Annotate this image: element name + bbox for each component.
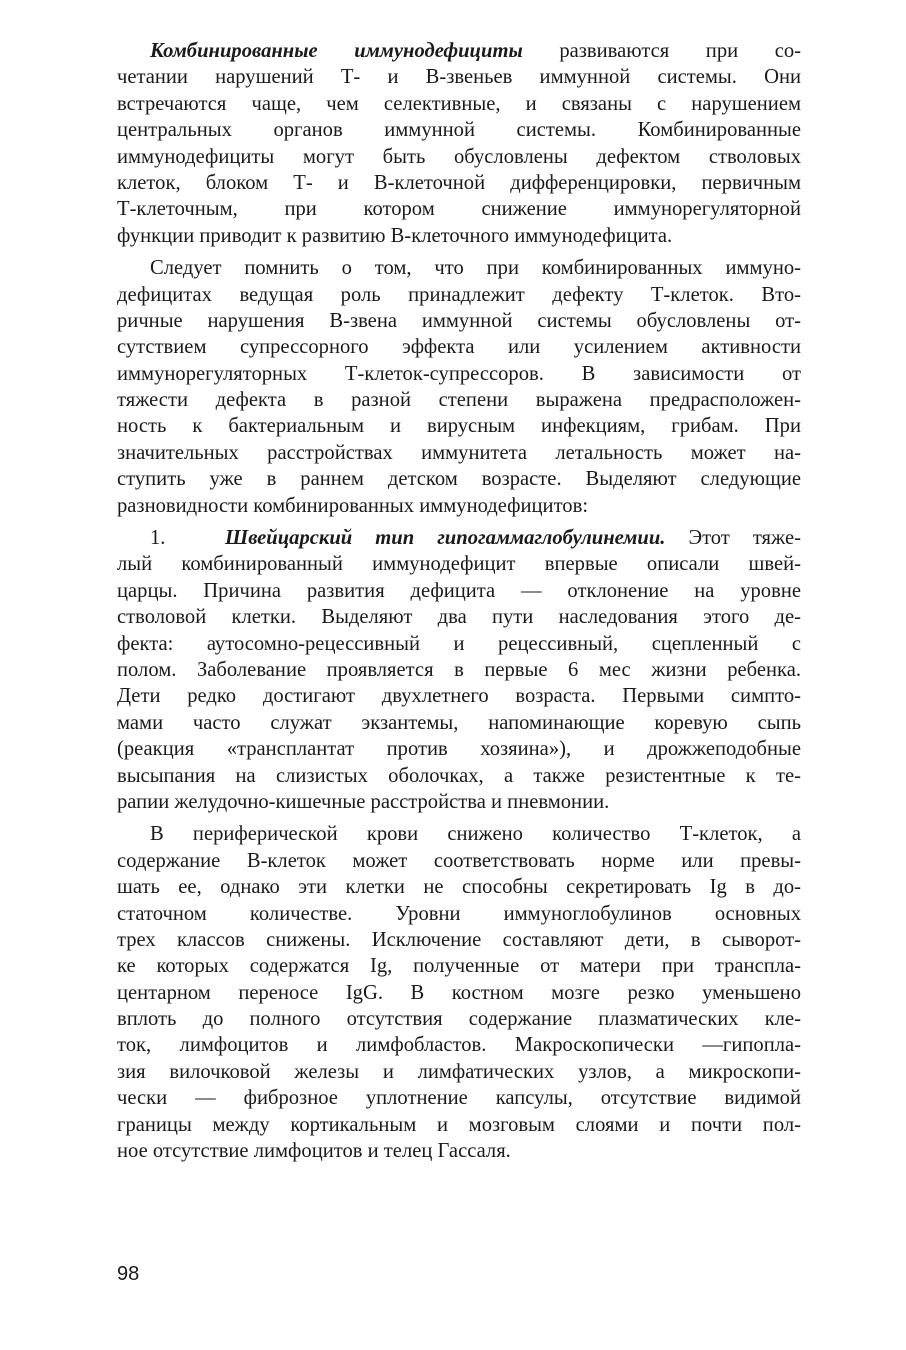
text-line <box>117 282 801 308</box>
line-text: чески — фиброзное уплотнение капсулы, отсутствие видимой <box>117 1087 801 1110</box>
line-text: (реакция «трансплантат против хозяина»), и дрожжеподобные <box>117 738 801 761</box>
line-text: рапии желудочно-кишечные расстройства и пневмонии. <box>117 790 610 813</box>
paragraph <box>117 255 801 519</box>
text-line <box>117 413 801 439</box>
paragraph <box>117 38 801 249</box>
line-text: Т-клеточным, при котором снижение иммунорегуляторной <box>117 198 801 221</box>
text-line <box>117 657 801 683</box>
text-line <box>117 91 801 117</box>
line-text: мами часто служат экзантемы, напоминающие коревую сыпь <box>117 711 801 734</box>
emphasized-term: Комбинированные иммунодефициты <box>150 40 523 62</box>
line-text: ное отсутствие лимфоцитов и телец Гассаля. <box>117 1140 511 1163</box>
line-text: высыпания на слизистых оболочках, а также резистентные к те- <box>117 764 801 787</box>
text-line <box>117 493 801 519</box>
line-text: тяжести дефекта в разной степени выражена предрасположен- <box>117 389 801 412</box>
line-text: иммунодефициты могут быть обусловлены дефектом стволовых <box>117 145 801 168</box>
text-line <box>117 361 801 387</box>
line-text: развиваются при со- <box>522 40 801 62</box>
line-text: клеток, блоком Т- и В-клеточной дифференцировки, первичным <box>117 171 801 194</box>
text-line <box>117 1085 801 1111</box>
text-line <box>117 551 801 577</box>
line-text: разновидности комбинированных иммунодефицитов: <box>117 494 589 517</box>
text-line <box>117 631 801 657</box>
line-text: Следует помнить о том, что при комбинированных иммуно- <box>150 257 801 280</box>
text-line <box>117 578 801 604</box>
line-text: границы между кортикальным и мозговым слоями и почти пол- <box>117 1113 801 1136</box>
text-line <box>117 1112 801 1138</box>
text-line <box>117 874 801 900</box>
text-line <box>117 736 801 762</box>
list-number: 1. <box>150 527 166 550</box>
line-text: вплоть до полного отсутствия содержание плазматических кле- <box>117 1008 801 1031</box>
text-line <box>117 953 801 979</box>
text-line <box>117 38 801 64</box>
line-text: четании нарушений Т- и В-звеньев иммунной системы. Они <box>117 66 801 89</box>
line-text: Дети редко достигают двухлетнего возраста. Первыми симпто- <box>117 685 801 708</box>
line-text: значительных расстройствах иммунитета летальность может на- <box>117 441 801 464</box>
paragraph <box>117 525 801 815</box>
line-text: центральных органов иммунной системы. Комбинированные <box>117 119 801 142</box>
text-line <box>117 683 801 709</box>
line-text: ступить уже в раннем детском возрасте. Выделяют следующие <box>117 468 801 491</box>
text-line <box>117 927 801 953</box>
text-line <box>117 789 801 815</box>
line-text: зия вилочковой железы и лимфатических узлов, а микроскопи- <box>117 1060 801 1083</box>
page-number: 98 <box>117 1263 140 1285</box>
line-text: царцы. Причина развития дефицита — отклонение на уровне <box>117 579 801 602</box>
line-text: фекта: аутосомно-рецессивный и рецессивный, сцепленный с <box>117 632 801 655</box>
line-text: иммунорегуляторных Т-клеток-супрессоров. В зависимости от <box>117 362 801 385</box>
text-line <box>117 980 801 1006</box>
text-line <box>117 763 801 789</box>
text-line <box>117 334 801 360</box>
text-line <box>117 1032 801 1058</box>
line-text: трех классов снижены. Исключение составляют дети, в сыворот- <box>117 928 801 951</box>
line-text: встречаются чаще, чем селективные, и связаны с нарушением <box>117 92 801 115</box>
text-line <box>117 466 801 492</box>
text-line <box>117 821 801 847</box>
emphasized-term: Швейцарский тип гипогаммаглобулинемии. <box>225 527 666 550</box>
line-text: шать ее, однако эти клетки не способны секретировать Ig в до- <box>117 876 801 899</box>
line-text: функции приводит к развитию В-клеточного иммунодефицита. <box>117 224 673 247</box>
text-line <box>117 170 801 196</box>
line-text: ке которых содержатся Ig, полученные от матери при транспла- <box>117 955 801 978</box>
line-text: Этот тяже- <box>665 527 801 550</box>
text-line <box>117 144 801 170</box>
body-text <box>117 38 801 1164</box>
text-line <box>117 308 801 334</box>
line-text: ность к бактериальным и вирусным инфекциям, грибам. При <box>117 415 801 438</box>
text-line <box>117 255 801 281</box>
text-line <box>117 117 801 143</box>
text-line <box>117 901 801 927</box>
line-text: лый комбинированный иммунодефицит впервые описали швей- <box>117 553 801 576</box>
text-line <box>117 223 801 249</box>
line-text: статочном количестве. Уровни иммуноглобулинов основных <box>117 902 801 925</box>
text-line <box>117 1138 801 1164</box>
line-text: стволовой клетки. Выделяют два пути наследования этого де- <box>117 606 801 629</box>
line-text: ричные нарушения В-звена иммунной системы обусловлены от- <box>117 309 801 332</box>
text-line <box>117 64 801 90</box>
line-text: В периферической крови снижено количество Т-клеток, а <box>150 823 801 846</box>
text-line <box>117 525 801 551</box>
text-line <box>117 387 801 413</box>
text-line <box>117 848 801 874</box>
line-text: содержание В-клеток может соответствовать норме или превы- <box>117 849 801 872</box>
line-text: ток, лимфоцитов и лимфобластов. Макроскопически —гипопла- <box>117 1034 801 1057</box>
text-line <box>117 1059 801 1085</box>
line-text: центарном переносе IgG. В костном мозге резко уменьшено <box>117 981 801 1004</box>
text-line <box>117 196 801 222</box>
text-line <box>117 440 801 466</box>
paragraph <box>117 821 801 1164</box>
text-line <box>117 710 801 736</box>
line-text: дефицитах ведущая роль принадлежит дефекту Т-клеток. Вто- <box>117 283 801 306</box>
line-text: полом. Заболевание проявляется в первые 6 мес жизни ребенка. <box>117 658 801 681</box>
text-line <box>117 1006 801 1032</box>
text-line <box>117 604 801 630</box>
line-text: сутствием супрессорного эффекта или усилением активности <box>117 336 801 359</box>
